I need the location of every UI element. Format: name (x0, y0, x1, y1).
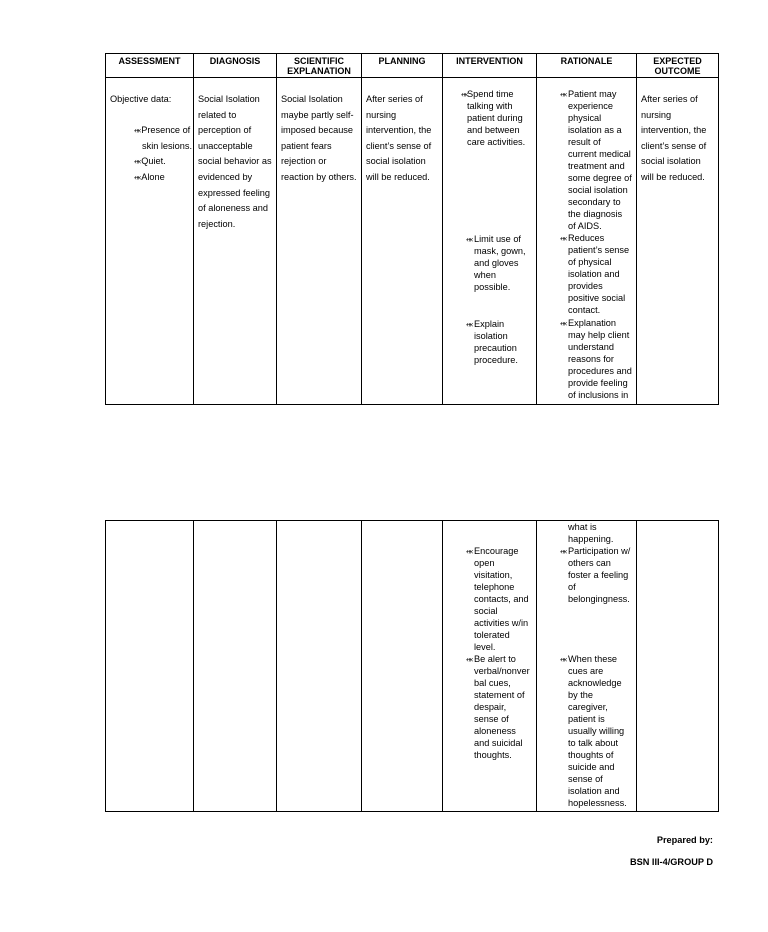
planning-line: nursing (366, 109, 397, 120)
diagnosis-line: evidenced by (198, 171, 253, 182)
column-header-intervention: INTERVENTION (443, 54, 537, 78)
diagnosis-cell (194, 521, 277, 812)
list-item: ⬺Presence of (134, 125, 191, 136)
arrow-bullet-icon: ⬺ (466, 546, 474, 556)
diagnosis-line: social behavior as (198, 156, 272, 167)
explanation-line: Social Isolation (281, 94, 343, 104)
intervention-item: ⬺ Explain isolation precaution procedure. (466, 319, 518, 365)
table-row (106, 521, 719, 812)
planning-line: social isolation (366, 156, 426, 167)
objective-data-heading: Objective data: (110, 94, 172, 104)
intervention-item: ⬺ Encourage open visitation, telephone contacts, and social activities w/in tolerated level. (466, 546, 529, 652)
arrow-bullet-icon: ⬺ (461, 89, 469, 99)
explanation-line: patient fears (281, 140, 332, 151)
rationale-item: ⬺ Reduces patient’s sense of physical isolation and provides positive social contact. (560, 233, 630, 315)
planning-line: After series of (366, 94, 423, 104)
arrow-bullet-icon: ⬺ (134, 171, 142, 182)
rationale-item: ⬺ When these cues are acknowledge by the caregiver, patient is usually willing to talk about thoughts of suicide and sense of isolation and hopelessness. (560, 654, 627, 808)
explanation-line: rejection or (281, 156, 327, 167)
rationale-item: ⬺ Explanation may help client understand reasons for procedures and provide feeling of inclusions in (560, 318, 632, 400)
column-header-assessment: ASSESSMENT (106, 54, 194, 78)
table-row (106, 78, 719, 405)
diagnosis-line: rejection. (198, 218, 236, 229)
outcome-line: client’s sense of (641, 140, 707, 151)
column-header-scientific-explanation: SCIENTIFIC EXPLANATION (277, 54, 362, 78)
column-header-rationale: RATIONALE (537, 54, 637, 78)
arrow-bullet-icon: ⬺ (134, 125, 142, 136)
planning-cell (362, 78, 443, 405)
outcome-line: social isolation (641, 156, 701, 167)
scientific-explanation-cell (277, 78, 362, 405)
arrow-bullet-icon: ⬺ (134, 156, 142, 167)
arrow-bullet-icon: ⬺ (466, 319, 474, 329)
list-item: skin lesions. (142, 140, 193, 151)
arrow-bullet-icon: ⬺ (560, 654, 568, 664)
diagnosis-line: unacceptable (198, 140, 253, 151)
planning-line: will be reduced. (366, 171, 430, 182)
column-header-diagnosis: DIAGNOSIS (194, 54, 277, 78)
outcome-line: will be reduced. (641, 171, 705, 182)
diagnosis-line: of aloneness and (198, 203, 268, 214)
outcome-line: nursing (641, 109, 672, 120)
intervention-cell (443, 521, 537, 812)
explanation-line: imposed because (281, 125, 354, 136)
scientific-explanation-cell (277, 521, 362, 812)
header-row (106, 54, 719, 78)
intervention-item: ⬺ Spend time talking with patient during and between care activities. (461, 89, 526, 147)
planning-line: client’s sense of (366, 140, 432, 151)
rationale-item: ⬺ Patient may experience physical isolation as a result of current medical treatment and some degree of social isolation secondary to the diagnosis of AIDS. (560, 89, 632, 231)
intervention-item: ⬺ Be alert to verbal/nonver bal cues, statement of despair, sense of aloneness and suicidal thoughts. (466, 654, 530, 760)
group-label: BSN III-4/GROUP D (629, 857, 713, 867)
arrow-bullet-icon: ⬺ (560, 233, 568, 243)
expected-outcome-cell (637, 521, 719, 812)
column-header-planning: PLANNING (362, 54, 443, 78)
list-item: ⬺Alone (134, 171, 165, 182)
arrow-bullet-icon: ⬺ (466, 654, 474, 664)
planning-cell (362, 521, 443, 812)
rationale-item: ⬺ Participation w/ others can foster a feeling of belongingness. (560, 546, 631, 604)
diagnosis-line: perception of (198, 125, 252, 136)
diagnosis-line: Social Isolation (198, 94, 260, 104)
arrow-bullet-icon: ⬺ (560, 546, 568, 556)
list-item: ⬺Quiet. (134, 156, 166, 167)
outcome-line: intervention, the (641, 125, 707, 136)
intervention-cell (443, 78, 537, 405)
intervention-item: ⬺ Limit use of mask, gown, and gloves when possible. (466, 234, 526, 292)
care-plan-table-page1 (105, 53, 719, 405)
diagnosis-line: related to (198, 109, 237, 120)
prepared-by-label: Prepared by: (656, 835, 713, 845)
rationale-continuation: what is happening. (568, 522, 614, 544)
rationale-cell (537, 78, 637, 405)
arrow-bullet-icon: ⬺ (560, 318, 568, 328)
explanation-line: reaction by others. (281, 171, 357, 182)
explanation-line: maybe partly self- (281, 109, 354, 120)
column-header-expected-outcome: EXPECTED OUTCOME (637, 54, 719, 78)
planning-line: intervention, the (366, 125, 432, 136)
assessment-cell (106, 78, 194, 405)
diagnosis-cell (194, 78, 277, 405)
diagnosis-line: expressed feeling (198, 187, 271, 198)
arrow-bullet-icon: ⬺ (560, 89, 568, 99)
care-plan-table-page2 (105, 520, 719, 812)
rationale-cell (537, 521, 637, 812)
assessment-cell (106, 521, 194, 812)
expected-outcome-cell (637, 78, 719, 405)
outcome-line: After series of (641, 94, 698, 104)
arrow-bullet-icon: ⬺ (466, 234, 474, 244)
